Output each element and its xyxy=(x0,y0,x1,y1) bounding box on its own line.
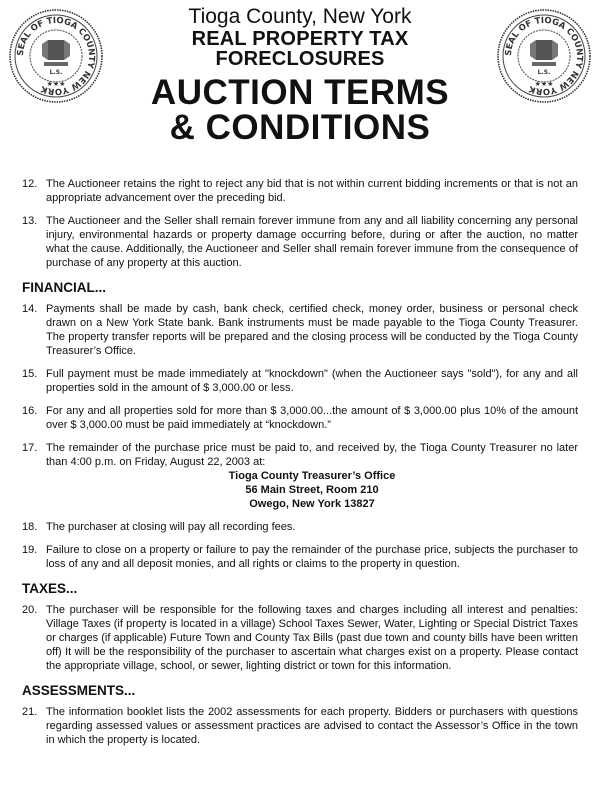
term-number: 17. xyxy=(22,442,38,454)
term-number: 14. xyxy=(22,303,38,315)
document-header xyxy=(110,4,490,145)
term-number: 19. xyxy=(22,544,38,556)
term-item-21 xyxy=(22,705,578,747)
term-text: The Auctioneer retains the right to reject any bid that is not within current bidding increments or that is not an appropriate advancement over the preceding bid. xyxy=(46,178,578,204)
term-item-13 xyxy=(22,214,578,270)
term-item-15 xyxy=(22,367,578,395)
term-number: 21. xyxy=(22,706,38,718)
county-seal-left xyxy=(8,8,104,104)
section-heading-financial: FINANCIAL... xyxy=(22,280,106,295)
subtitle-line-2: FORECLOSURES xyxy=(215,48,385,70)
term-item-12 xyxy=(22,177,578,205)
address-line-3: Owego, New York 13827 xyxy=(249,498,375,510)
term-text: The information booklet lists the 2002 assessments for each property. Bidders or purchasers with questions regarding assessed values or assessment practices are advised to contact the Assessor’s Office in the town in which the property is located. xyxy=(46,706,578,746)
term-item-19 xyxy=(22,543,578,571)
section-heading-assessments: ASSESSMENTS... xyxy=(22,683,136,698)
term-item-20 xyxy=(22,603,578,673)
term-item-17 xyxy=(22,441,578,469)
term-number: 16. xyxy=(22,405,38,417)
term-number: 12. xyxy=(22,178,38,190)
term-text: Full payment must be made immediately at "knockdown" (when the Auctioneer says "sold"), for any and all properties sold in the amount of $ 3,000.00 or less. xyxy=(46,368,578,394)
seal-emblem-icon xyxy=(496,8,592,104)
main-title-line-1: AUCTION TERMS xyxy=(150,73,450,112)
main-title-line-2: & CONDITIONS xyxy=(169,108,431,147)
term-text: The Auctioneer and the Seller shall remain forever immune from any and all liability concerning any personal injury, environmental hazards or property damage occurring before, during or after the auction, no matter what the cause. Additionally, the Auctioneer and Seller shall remain forever immune from the consequence of purchase of any property at this auction. xyxy=(46,215,578,269)
section-heading-taxes: TAXES... xyxy=(22,581,78,596)
seal-stars: ★★★ xyxy=(534,80,554,88)
terms-list xyxy=(22,177,578,756)
term-number: 13. xyxy=(22,215,38,227)
term-text: The purchaser will be responsible for the following taxes and charges including all interest and penalties: Village Taxes (if property is located in a village) School Taxes Sewer, Water, Lighting or Special District Taxes or charges (if applicable) Future Town and County Tax Bills (past due town and county bills have been written off) It will be the responsibility of the purchaser to ascertain what charges exist on a property. Please contact the appropriate village, school, or sewer, lighting district or town for this information. xyxy=(46,604,578,672)
county-seal-right xyxy=(496,8,592,104)
address-line-1: Tioga County Treasurer’s Office xyxy=(228,470,396,482)
seal-ring-text: SEAL OF TIOGA COUNTY NEW YORK xyxy=(503,15,585,97)
seal-initials: L.S. xyxy=(537,69,551,76)
seal-ring-text: SEAL OF TIOGA COUNTY NEW YORK xyxy=(15,15,97,97)
seal-emblem-icon xyxy=(8,8,104,104)
term-number: 18. xyxy=(22,521,38,533)
term-text: For any and all properties sold for more than $ 3,000.00...the amount of $ 3,000.00 plus 10% of the amount over $ 3,000.00 must be paid immediately at “knockdown.” xyxy=(46,405,578,431)
seal-stars: ★★★ xyxy=(46,80,66,88)
county-title: Tioga County, New York xyxy=(188,5,412,28)
treasurer-address xyxy=(46,469,578,511)
term-item-16 xyxy=(22,404,578,432)
term-item-18 xyxy=(22,520,578,534)
seal-initials: L.S. xyxy=(49,69,63,76)
term-number: 20. xyxy=(22,604,38,616)
subtitle-line-1: REAL PROPERTY TAX xyxy=(191,28,409,50)
term-text: The purchaser at closing will pay all recording fees. xyxy=(46,521,296,533)
term-number: 15. xyxy=(22,368,38,380)
term-text: Payments shall be made by cash, bank check, certified check, money order, business or personal check drawn on a New York State bank. Bank instruments must be made payable to the Tioga County Treasurer. The property transfer reports will be prepared and the closing process will be conducted by the Tioga County Treasurer’s Office. xyxy=(46,303,578,357)
term-text: The remainder of the purchase price must be paid to, and received by, the Tioga County Treasurer no later than 4:00 p.m. on Friday, August 22, 2003 at: xyxy=(46,442,578,468)
term-item-14 xyxy=(22,302,578,358)
term-text: Failure to close on a property or failure to pay the remainder of the purchase price, subjects the purchaser to loss of any and all deposit monies, and all rights or claims to the property in question. xyxy=(46,544,578,570)
address-line-2: 56 Main Street, Room 210 xyxy=(245,484,379,496)
